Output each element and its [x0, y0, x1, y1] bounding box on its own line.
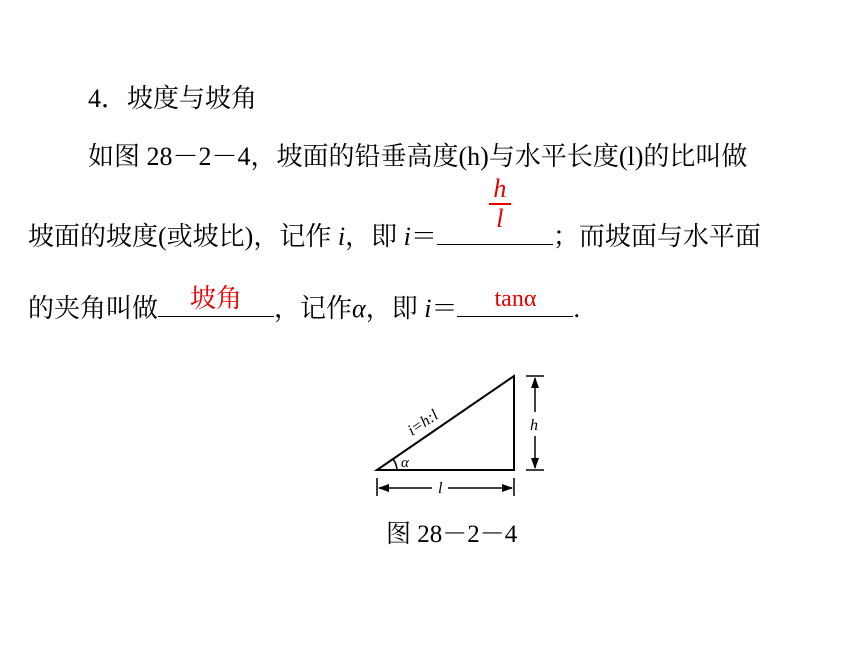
angle-label: α [401, 455, 409, 471]
angle-name-answer: 坡角 [190, 284, 243, 313]
paragraph-line-1: 如图 28－2－4，坡面的铅垂高度(h)与水平长度(l)的比叫做 [88, 142, 748, 171]
height-label: h [530, 417, 538, 434]
paragraph-line-2: 坡面的坡度(或坡比)，记作 i，即 i＝ $\frac{h}{l}$ ；而坡面与水平面 [28, 174, 761, 251]
tan-answer: tanα [494, 286, 537, 312]
base-label: l [438, 480, 443, 497]
angle-arc [393, 459, 397, 470]
slope-ratio-answer: $\frac{h}{l}$ [489, 176, 511, 232]
height-arrow-down [531, 458, 539, 469]
figure-caption: 图 28－2－4 [386, 521, 518, 548]
slope-label: i=h:l [404, 406, 442, 440]
paragraph-line-3: 的夹角叫做 坡角 ，记作α，即 i＝ tanα . [28, 284, 580, 323]
base-arrow-left [378, 484, 389, 492]
height-arrow-up [531, 377, 539, 388]
slope-triangle [377, 376, 514, 470]
section-heading: 4．坡度与坡角 [88, 84, 258, 113]
base-arrow-right [502, 484, 513, 492]
